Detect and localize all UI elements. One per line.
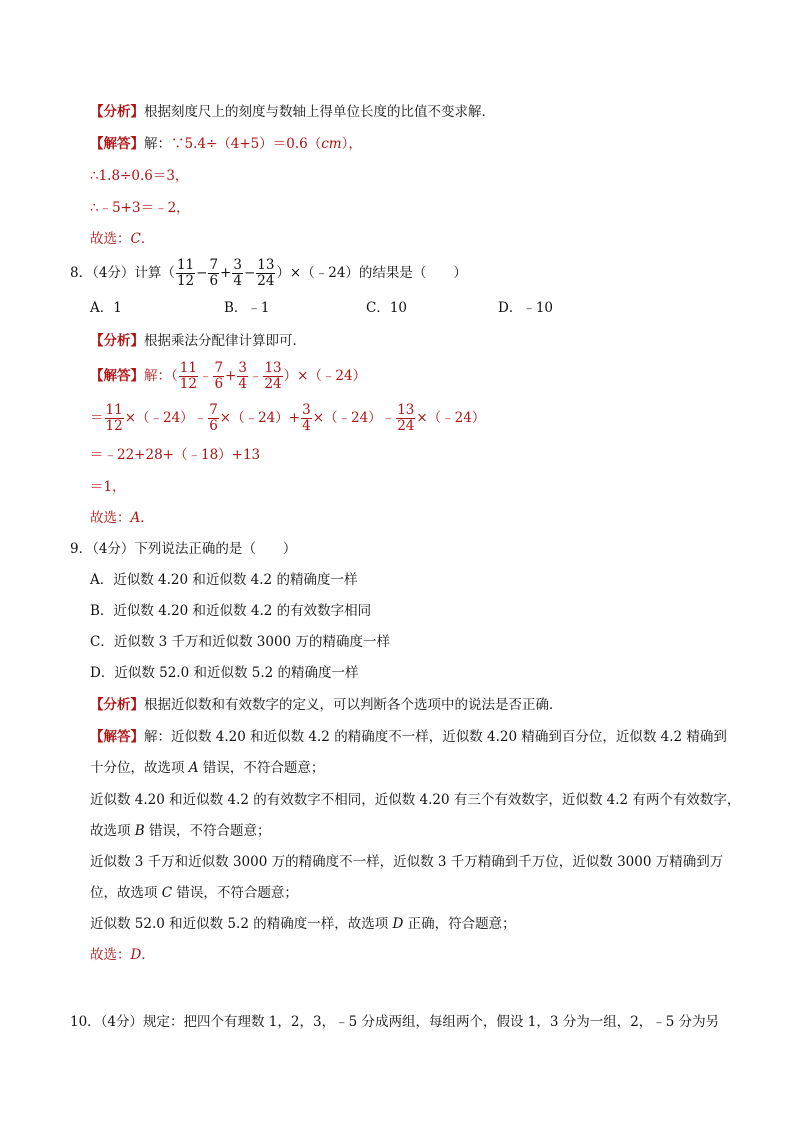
fraction: $\frac{13}{24}$ bbox=[264, 360, 282, 392]
solution-text: 错误，不符合题意； bbox=[198, 760, 325, 776]
fraction: $\frac{7}{6}$ bbox=[209, 257, 219, 289]
analysis-text: 根据刻度尺上的刻度与数轴上得单位长度的比值不变求解． bbox=[144, 104, 495, 120]
fraction: $\frac{13}{24}$ bbox=[397, 402, 415, 434]
option-letter: D bbox=[392, 916, 404, 932]
analysis-tag: 【分析】 bbox=[90, 697, 144, 713]
operator: + bbox=[225, 368, 237, 384]
q9-solution-line-4 bbox=[90, 821, 271, 841]
choose-end: ． bbox=[140, 231, 155, 247]
fraction: $\frac{11}{12}$ bbox=[176, 257, 195, 289]
term: ×（﹣24）﹣ bbox=[124, 410, 208, 426]
q8-choice-line bbox=[90, 508, 154, 528]
analysis-text: 根据乘法分配律计算即可． bbox=[144, 333, 306, 349]
q8-solution-line-1 bbox=[90, 360, 366, 392]
fraction: $\frac{7}{6}$ bbox=[214, 360, 224, 392]
option-a: A．1 bbox=[90, 300, 122, 316]
fraction: $\frac{13}{24}$ bbox=[257, 257, 275, 289]
choose-label: 故选： bbox=[90, 947, 131, 963]
q7-solution-line-2: ∴1.8÷0.6＝3， bbox=[90, 168, 189, 184]
q9-solution-line-2 bbox=[90, 758, 324, 778]
fraction: $\frac{7}{6}$ bbox=[209, 402, 218, 434]
q10-stem: 10．（4分）规定：把四个有理数 1，2，3，﹣5 分成两组，每组两个，假设 1，3 分为一组，2，﹣5 分为另 bbox=[70, 1014, 720, 1030]
option-letter: C bbox=[161, 885, 173, 901]
option-c: C．近似数 3 千万和近似数 3000 万的精确度一样 bbox=[90, 634, 390, 650]
q8-stem-pre: 8．（4分）计算（ bbox=[70, 265, 175, 281]
choose-end: ． bbox=[141, 947, 155, 963]
solution-text: 解：近似数 4.20 和近似数 4.2 的精确度不一样，近似数 4.20 精确到百分位，近似数 4.2 精确到 bbox=[144, 729, 727, 745]
choose-value: A bbox=[130, 510, 141, 526]
answer-prefix: 解： bbox=[144, 136, 171, 152]
q9-solution-line-3: 近似数 4.20 和近似数 4.2 的有效数字不相同，近似数 4.20 有三个有效数字，近似数 4.2 有两个有效数字， bbox=[90, 792, 741, 808]
solution-text: 近似数 52.0 和近似数 5.2 的精确度一样，故选项 bbox=[90, 916, 393, 932]
q8-solution-line-2 bbox=[90, 402, 485, 434]
term: ×（﹣24）﹣ bbox=[312, 410, 396, 426]
equals-sign: ＝ bbox=[90, 410, 104, 426]
q7-solution-line-1 bbox=[90, 134, 362, 154]
choose-label: 故选： bbox=[90, 510, 131, 526]
answer-prefix: 解：（ bbox=[144, 368, 178, 384]
answer-tag: 【解答】 bbox=[90, 729, 144, 745]
choose-label: 故选： bbox=[90, 231, 131, 247]
unit-cm: cm bbox=[321, 136, 342, 152]
fraction: $\frac{3}{4}$ bbox=[233, 257, 242, 289]
operator: − bbox=[243, 265, 256, 281]
q9-analysis-line bbox=[90, 695, 563, 715]
solution-expr: ∵5.4÷（4+5）＝0.6（ bbox=[171, 136, 322, 152]
solution-text: 十分位，故选项 bbox=[90, 760, 189, 776]
option-letter: B bbox=[134, 823, 145, 839]
q8-stem bbox=[70, 257, 467, 289]
fraction: $\frac{3}{4}$ bbox=[238, 360, 247, 392]
term: ×（﹣24）+ bbox=[219, 410, 301, 426]
q9-stem: 9．（4分）下列说法正确的是（ ） bbox=[70, 541, 297, 557]
q7-solution-line-3: ∴﹣5+3＝﹣2， bbox=[90, 200, 190, 216]
solution-text: 错误，不符合题意； bbox=[144, 823, 271, 839]
q8-analysis-line bbox=[90, 331, 306, 351]
q9-solution-line-7 bbox=[90, 914, 516, 934]
q9-solution-line-1 bbox=[90, 727, 727, 747]
q9-solution-line-5: 近似数 3 千万和近似数 3000 万的精确度不一样，近似数 3 千万精确到千万位，近似数 3000 万精确到万 bbox=[90, 854, 724, 870]
solution-text: 故选项 bbox=[90, 823, 135, 839]
operator: + bbox=[220, 265, 232, 281]
analysis-tag: 【分析】 bbox=[90, 104, 144, 120]
option-d: D．近似数 52.0 和近似数 5.2 的精确度一样 bbox=[90, 665, 359, 681]
operator: ﹣ bbox=[248, 368, 263, 384]
q8-solution-line-4: ＝1， bbox=[90, 479, 126, 495]
q9-choice-line bbox=[90, 945, 155, 965]
solution-text: 错误，不符合题意； bbox=[172, 885, 298, 901]
option-a: A．近似数 4.20 和近似数 4.2 的精确度一样 bbox=[90, 572, 358, 588]
analysis-tag: 【分析】 bbox=[90, 333, 144, 349]
operator: − bbox=[196, 265, 208, 281]
q7-choice-line bbox=[90, 229, 154, 249]
option-b: B．近似数 4.20 和近似数 4.2 的有效数字相同 bbox=[90, 603, 372, 619]
answer-tag: 【解答】 bbox=[90, 368, 144, 384]
q9-solution-line-6 bbox=[90, 883, 298, 903]
fraction: $\frac{11}{12}$ bbox=[179, 360, 197, 392]
term: ×（﹣24） bbox=[416, 410, 486, 426]
answer-post: ）×（﹣24） bbox=[283, 368, 367, 384]
fraction: $\frac{11}{12}$ bbox=[105, 402, 123, 434]
choose-value: C bbox=[130, 231, 141, 247]
q8-stem-post: ）×（﹣24）的结果是（ ） bbox=[276, 265, 467, 281]
solution-text: 位，故选项 bbox=[90, 885, 162, 901]
solution-text: 正确，符合题意； bbox=[403, 916, 516, 932]
option-b: B．﹣1 bbox=[224, 300, 270, 316]
solution-expr-end: ）， bbox=[341, 136, 362, 152]
answer-tag: 【解答】 bbox=[90, 136, 144, 152]
choose-end: ． bbox=[140, 510, 154, 526]
option-letter: A bbox=[188, 760, 199, 776]
fraction: $\frac{3}{4}$ bbox=[302, 402, 311, 434]
choose-value: D bbox=[130, 947, 142, 963]
option-d: D．﹣10 bbox=[498, 300, 554, 316]
q7-analysis-line bbox=[90, 102, 495, 122]
option-c: C．10 bbox=[366, 300, 408, 316]
operator: ﹣ bbox=[198, 368, 213, 384]
analysis-text: 根据近似数和有效数字的定义，可以判断各个选项中的说法是否正确． bbox=[144, 697, 563, 713]
q8-solution-line-3: ＝﹣22+28+（﹣18）+13 bbox=[90, 447, 261, 463]
